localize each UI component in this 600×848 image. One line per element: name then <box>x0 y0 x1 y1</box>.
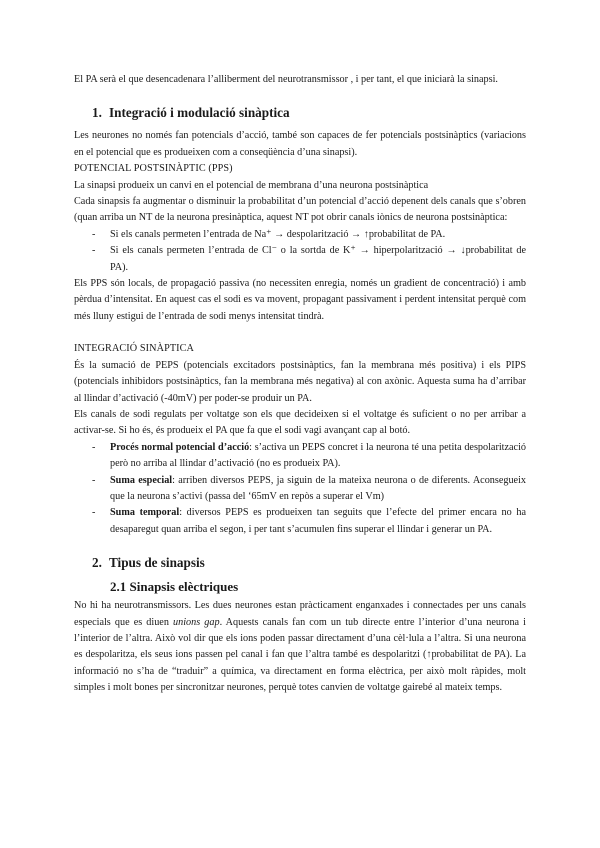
list-item-text: : diversos PEPS es produeixen tan seguits que l’efecte del primer encara no ha desaparegut quan arriba el segon, i per tant s’acumulen fins superar el llindar i generar un PA. <box>110 507 526 535</box>
dash-bullet: - <box>92 245 96 257</box>
dash-bullet: - <box>92 474 96 486</box>
intro-paragraph: El PA serà el que desencadenara l’alliberment del neurotransmissor , i per tant, el que iniciarà la sinapsi. <box>74 74 498 85</box>
list-item <box>74 440 526 473</box>
paragraph-text: . Aquests canals fan com un tub directe entre l’interior d’una neurona i l’interior de l’altra. Això vol dir que els ions poden passar directament d’una cèl·lula a l’altra. Si una neurona es despolaritza, els seus ions passen pel canal i fan que l’altra també es despolaritzi (↑probabilitat de PA). La informació no s’ha de “traduir” a química, va directament en forma elèctrica, per això molt ràpides, molt simples i molt bones per sincronitzar neurones, perquè totes canvien de voltatge gairebé al mateix temps. <box>74 616 526 694</box>
list-item <box>74 473 526 506</box>
section-1-heading <box>74 104 526 122</box>
dash-bullet: - <box>92 228 96 240</box>
integration-heading: INTEGRACIÓ SINÀPTICA <box>74 343 195 355</box>
document-page <box>74 72 526 697</box>
list-item <box>74 243 526 276</box>
list-item-text: : arriben diversos PEPS, ja siguin de la mateixa neurona o de diferents. Aconsegueix que la neurona s’activi (passa del ‘65mV en repòs a superar el Vm) <box>110 474 526 502</box>
pps-heading: POTENCIAL POSTSINÀPTIC (PPS) <box>74 163 233 175</box>
list-item-term: Suma temporal <box>110 507 180 519</box>
section-2-heading <box>74 554 526 572</box>
italic-term: unions gap <box>173 616 220 628</box>
list-item <box>74 227 526 243</box>
dash-bullet: - <box>92 507 96 519</box>
section-1-paragraph-4: Els PPS són locals, de propagació passiva (no necessiten enregia, només un gradient de concentració) i amb pèrdua d’intensitat. En aquest cas el sodi es va movent, propagant passivament i perdent intensitat perquè com més lluny estigui de l’entrada de sodi menys intensitat tindrà. <box>74 278 526 322</box>
list-item-text: Si els canals permeten l’entrada de Na⁺ → despolarització → ↑probabilitat de PA. <box>110 228 446 240</box>
section-1-paragraph-6: Els canals de sodi regulats per voltatge son els que decideixen si el voltatge és suficient o no per arribar a activar-se. Si ho és, és produeix el PA que fa que el sodi vagi avançant cap al botó. <box>74 408 526 437</box>
section-1-paragraph-2: La sinapsi produeix un canvi en el potencial de membrana d’una neurona postsinàptica <box>74 179 429 191</box>
section-1-paragraph-5: És la sumació de PEPS (potencials excitadors postsinàptics, fan la membrana més positiva) i els PIPS (potencials inhibidors postsinàptics, fan la membrana més negativa) al con axònic. Aquesta suma ha d’arribar al llindar d’activació (-40mV) per poder-se produir un PA. <box>74 359 526 404</box>
section-1-title: Integració i modulació sinàptica <box>109 105 290 121</box>
section-1-number: 1. <box>92 105 102 121</box>
summation-list <box>74 440 526 538</box>
section-1-paragraph-3: Cada sinapsis fa augmentar o disminuir la probabilitat d’un potencial d’acció depenent dels canals que s’obren (quan arriba un NT de la neurona presinàptica, aquest NT pot obrir canals iònics de neurona postsinàptica: <box>74 196 526 224</box>
list-item-term: Suma especial <box>110 474 173 486</box>
list-item-text: : s’activa un PEPS concret i la neurona té una petita despolarització però no arriba al llindar d’activació (no es produeix PA). <box>110 441 526 470</box>
subsection-2-1-heading: 2.1 Sinapsis elèctriques <box>110 579 239 595</box>
section-2-number: 2. <box>92 555 102 571</box>
section-2-title: Tipus de sinapsis <box>109 555 205 571</box>
dash-bullet: - <box>92 441 96 453</box>
list-item <box>74 505 526 538</box>
paragraph-text: No hi ha neurotransmissors. Les dues neurones estan pràcticament enganxades i connectades per uns canals especials que es diuen <box>74 600 526 628</box>
section-1-paragraph-1: Les neurones no només fan potencials d’acció, també son capaces de fer potencials postsinàptics (variacions en el potencial que es produeixen com a conseqüència d’una sinapsi). <box>74 130 526 158</box>
section-2-paragraph-1 <box>74 598 526 696</box>
list-item-text: Si els canals permeten l’entrada de Cl⁻ o la sortda de K⁺ → hiperpolarització → ↓probabilitat de PA). <box>110 245 526 273</box>
list-item-term: Procés normal potencial d’acció <box>110 441 250 453</box>
channel-list <box>74 227 526 276</box>
